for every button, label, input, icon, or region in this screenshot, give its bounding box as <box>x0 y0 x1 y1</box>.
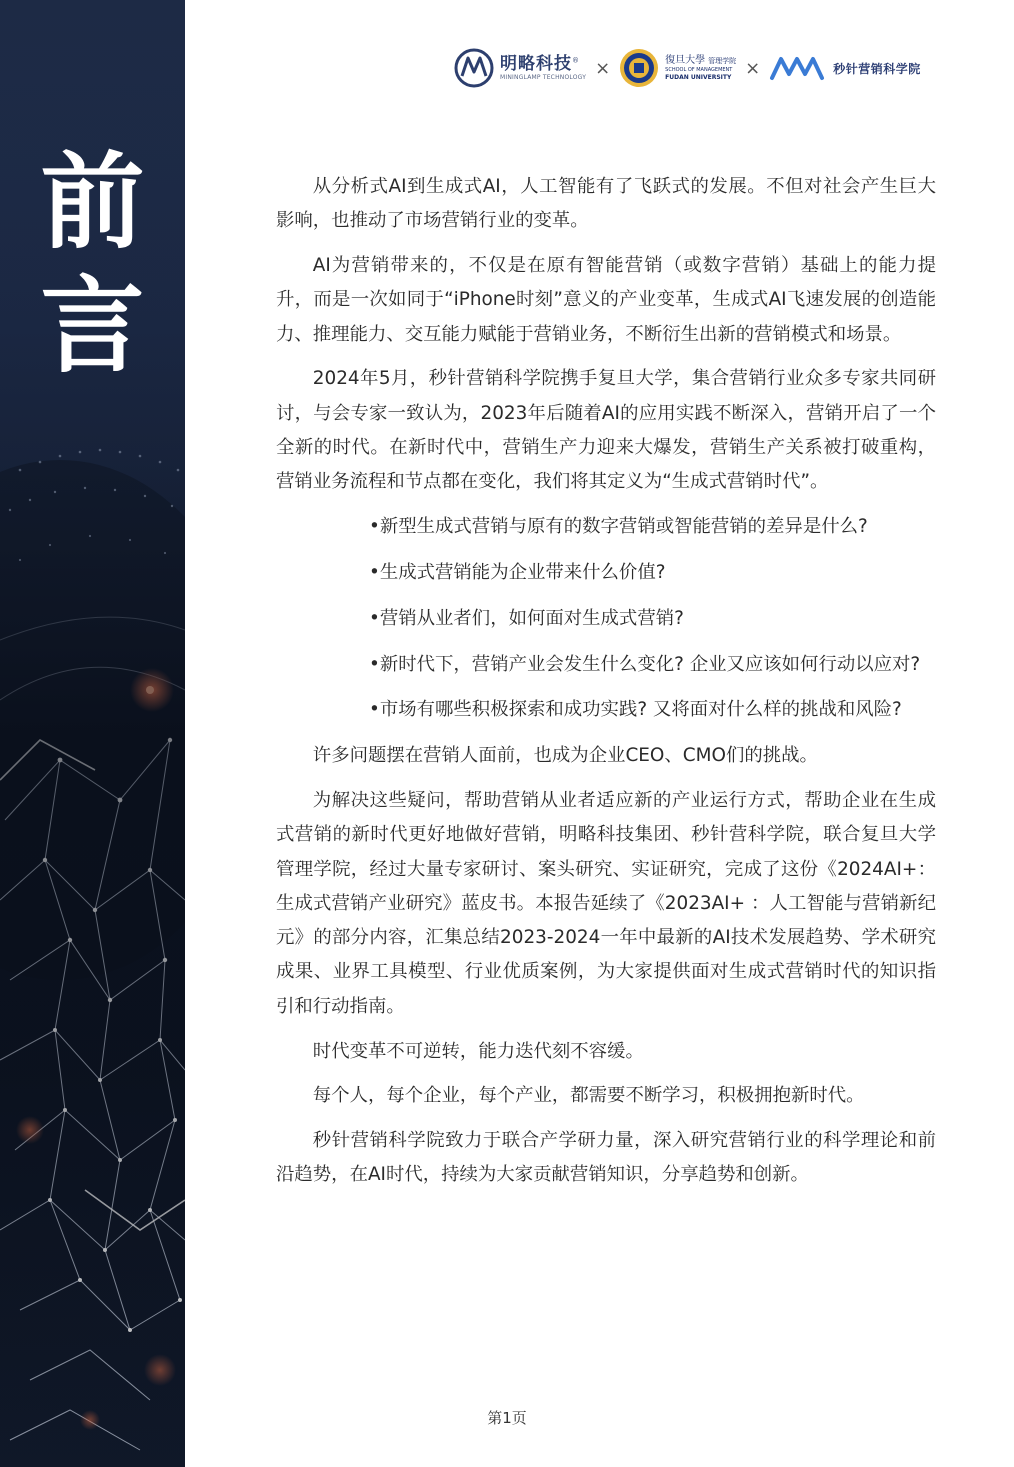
paragraph-6: 时代变革不可逆转，能力迭代刻不容缓。 <box>312 1040 644 1062</box>
question-item: •营销从业者们，如何面对生成式营销? <box>369 607 684 629</box>
paragraph-4: 许多问题摆在营销人面前，也成为企业CEO、CMO们的挑战。 <box>312 745 818 767</box>
paragraph-1: 从分析式AI到生成式AI，人工智能有了飞跃式的发展。不但对社会产生巨大影响，也推动了市场营销行业的变革。 <box>276 176 936 232</box>
paragraph-8: 秒针营销科学院致力于联合产学研力量，深入研究营销行业的科学理论和前沿趋势，在AI时代，持续为大家贡献营销知识，分享趋势和创新。 <box>276 1130 936 1186</box>
fudan-cn-name: 復旦大學 <box>665 54 706 66</box>
fudan-logo <box>619 48 736 88</box>
partner-logos <box>452 46 921 90</box>
mininglamp-cn-name: 明略科技 <box>500 54 572 74</box>
mininglamp-logo <box>452 48 586 88</box>
question-list <box>276 510 936 727</box>
fudan-cn-school: 管理学院 <box>708 56 737 65</box>
side-decorative-band <box>0 0 185 1467</box>
question-item: •新型生成式营销与原有的数字营销或智能营销的差异是什么? <box>369 516 868 538</box>
miaozhen-mark-icon <box>769 54 825 82</box>
preface-heading-char-2: 言 <box>40 265 145 387</box>
logo-separator-1: × <box>595 57 611 79</box>
paragraph-5: 为解决这些疑问，帮助营销从业者适应新的产业运行方式，帮助企业在生成式营销的新时代更好地做好营销，明略科技集团、秒针营科学院，联合复旦大学管理学院，经过大量专家研讨、案头研究、实证研究，完成了这份《2024AI+： 生成式营销产业研究》蓝皮书。本报告延续了《2023AI+ ：人工智能与营销新纪元》的部分内容，汇集总结2023-2024一年中最新的AI技术发展趋势、学术研究成果、业界工具模型、行业优质案例，为大家提供面对生成式营销时代的知识指引和行动指南。 <box>276 789 936 1017</box>
miaozhen-logo <box>769 54 921 82</box>
question-item: •新时代下，营销产业会发生什么变化? 企业又应该如何行动以应对? <box>369 653 921 675</box>
mininglamp-mark-icon <box>452 48 496 88</box>
fudan-en-university: FUDAN UNIVERSITY <box>665 73 732 81</box>
question-item: •市场有哪些积极探索和成功实践? 又将面对什么样的挑战和风险? <box>369 699 902 721</box>
miaozhen-cn-name: 秒针营销科学院 <box>833 61 921 76</box>
registered-mark: ® <box>572 56 579 65</box>
paragraph-7: 每个人，每个企业，每个产业，都需要不断学习，积极拥抱新时代。 <box>312 1085 865 1107</box>
paragraph-2: AI为营销带来的，不仅是在原有智能营销（或数字营销）基础上的能力提升，而是一次如同于“iPhone时刻”意义的产业变革，生成式AI飞速发展的创造能力、推理能力、交互能力赋能于营销业务，不断衍生出新的营销模式和场景。 <box>276 255 936 345</box>
preface-body <box>276 170 936 1203</box>
preface-heading-char-1: 前 <box>40 141 145 263</box>
logo-separator-2: × <box>745 57 761 79</box>
preface-heading <box>0 140 185 388</box>
fudan-seal-icon <box>619 48 659 88</box>
question-item: •生成式营销能为企业带来什么价值? <box>369 561 666 583</box>
mininglamp-en-name: MININGLAMP TECHNOLOGY <box>500 74 587 81</box>
fudan-en-school: SCHOOL OF MANAGEMENT <box>665 66 733 73</box>
paragraph-3: 2024年5月，秒针营销科学院携手复旦大学，集合营销行业众多专家共同研讨，与会专家一致认为，2023年后随着AI的应用实践不断深入，营销开启了一个全新的时代。在新时代中，营销生产力迎来大爆发，营销生产关系被打破重构，营销业务流程和节点都在变化，我们将其定义为“生成式营销时代”。 <box>276 368 936 493</box>
page-number: 第1页 <box>487 1409 527 1427</box>
